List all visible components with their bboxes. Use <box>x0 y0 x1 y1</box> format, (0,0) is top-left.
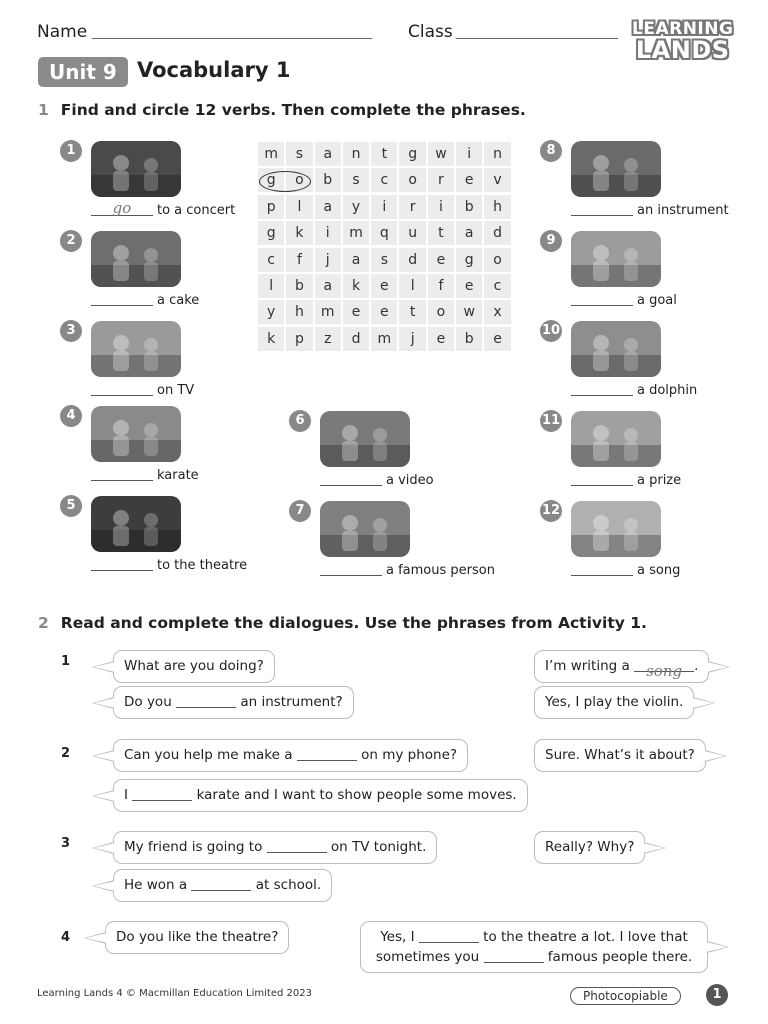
activity-photo <box>571 321 661 377</box>
grid-letter[interactable]: c <box>371 168 397 192</box>
phrase-item: to the theatre <box>91 557 247 573</box>
grid-letter[interactable]: f <box>286 248 312 272</box>
answer-blank[interactable] <box>91 557 153 571</box>
activity-photo <box>571 501 661 557</box>
speech-bubble: What are you doing? <box>113 650 275 683</box>
answer-blank[interactable] <box>571 472 633 486</box>
name-field[interactable] <box>92 38 372 39</box>
grid-letter[interactable]: i <box>315 221 341 245</box>
grid-letter[interactable]: q <box>371 221 397 245</box>
grid-letter[interactable]: s <box>343 168 369 192</box>
answer-blank[interactable] <box>484 950 544 963</box>
grid-letter[interactable]: j <box>315 248 341 272</box>
grid-letter[interactable]: e <box>456 168 482 192</box>
activity-photo <box>91 321 181 377</box>
copyright-text: Learning Lands 4 © Macmillan Education Limited 2023 <box>37 988 312 999</box>
answer-blank[interactable] <box>191 878 251 891</box>
grid-letter[interactable]: e <box>428 327 454 351</box>
answer-blank[interactable] <box>571 382 633 396</box>
item-number-badge: 9 <box>540 230 562 252</box>
speech-bubble: Do you an instrument? <box>113 686 354 719</box>
phrase-item: a video <box>320 472 434 488</box>
grid-letter[interactable]: l <box>258 274 284 298</box>
grid-letter[interactable]: t <box>371 142 397 166</box>
item-number-badge: 10 <box>540 320 562 342</box>
phrase-item: a song <box>571 562 680 578</box>
answer-blank[interactable] <box>91 467 153 481</box>
grid-letter[interactable]: m <box>315 300 341 324</box>
grid-letter[interactable]: g <box>258 221 284 245</box>
speech-bubble: He won a at school. <box>113 869 332 902</box>
answer-blank[interactable] <box>91 292 153 306</box>
phrase-item: karate <box>91 467 199 483</box>
item-number-badge: 1 <box>60 140 82 162</box>
answer-blank[interactable] <box>91 382 153 396</box>
grid-letter[interactable]: a <box>343 248 369 272</box>
phrase-item: a cake <box>91 292 199 308</box>
item-number-badge: 6 <box>289 410 311 432</box>
activity1-instruction: 1 Find and circle 12 verbs. Then complete the phrases. <box>38 101 526 119</box>
answer-blank[interactable] <box>419 930 479 943</box>
phrase-item: a prize <box>571 472 681 488</box>
grid-letter[interactable]: n <box>343 142 369 166</box>
unit-pill: Unit 9 <box>38 57 128 87</box>
grid-letter[interactable]: r <box>428 168 454 192</box>
speech-bubble: I’m writing a song . <box>534 650 709 683</box>
grid-letter[interactable]: r <box>399 195 425 219</box>
grid-letter[interactable]: p <box>258 195 284 219</box>
class-label: Class <box>408 22 453 42</box>
grid-letter[interactable]: o <box>399 168 425 192</box>
dialogue-number: 4 <box>61 930 71 945</box>
grid-letter[interactable]: m <box>371 327 397 351</box>
grid-letter[interactable]: o <box>428 300 454 324</box>
grid-letter[interactable]: m <box>343 221 369 245</box>
grid-letter[interactable]: w <box>428 142 454 166</box>
grid-letter[interactable]: i <box>428 195 454 219</box>
grid-letter[interactable]: e <box>343 300 369 324</box>
answer-blank[interactable] <box>267 840 327 853</box>
grid-letter[interactable]: x <box>484 300 510 324</box>
grid-letter[interactable]: y <box>258 300 284 324</box>
item-number-badge: 3 <box>60 320 82 342</box>
grid-letter[interactable]: l <box>286 195 312 219</box>
class-field[interactable] <box>456 38 618 39</box>
activity-photo <box>571 231 661 287</box>
speech-bubble: Sure. What’s it about? <box>534 739 706 772</box>
grid-letter[interactable]: g <box>258 168 284 192</box>
dialogue-number: 1 <box>61 654 71 669</box>
dialogue-number: 2 <box>61 746 71 761</box>
grid-letter[interactable]: h <box>286 300 312 324</box>
phrase-item: a dolphin <box>571 382 697 398</box>
grid-letter[interactable]: m <box>258 142 284 166</box>
speech-bubble: Really? Why? <box>534 831 645 864</box>
grid-letter[interactable]: j <box>399 327 425 351</box>
answer-blank[interactable]: go <box>91 202 153 216</box>
grid-letter[interactable]: u <box>399 221 425 245</box>
grid-letter[interactable]: a <box>315 142 341 166</box>
grid-letter[interactable]: e <box>456 274 482 298</box>
grid-letter[interactable]: p <box>286 327 312 351</box>
grid-letter[interactable]: h <box>484 195 510 219</box>
answer-blank[interactable] <box>176 695 236 708</box>
grid-letter[interactable]: a <box>456 221 482 245</box>
grid-letter[interactable]: z <box>315 327 341 351</box>
grid-letter[interactable]: n <box>484 142 510 166</box>
grid-letter[interactable]: i <box>456 142 482 166</box>
activity-photo <box>320 501 410 557</box>
answer-blank[interactable] <box>132 788 192 801</box>
grid-letter[interactable]: g <box>399 142 425 166</box>
grid-letter[interactable]: c <box>258 248 284 272</box>
learning-lands-logo: LEARNING LANDS <box>632 19 734 64</box>
activity-photo <box>91 231 181 287</box>
speech-bubble: Do you like the theatre? <box>105 921 289 954</box>
grid-letter[interactable]: y <box>343 195 369 219</box>
speech-bubble: I karate and I want to show people some moves. <box>113 779 528 812</box>
answer-blank[interactable] <box>320 562 382 576</box>
answer-blank[interactable] <box>571 562 633 576</box>
grid-letter[interactable]: c <box>484 274 510 298</box>
activity-photo <box>91 141 181 197</box>
grid-letter[interactable]: e <box>371 274 397 298</box>
answer-blank[interactable] <box>297 748 357 761</box>
circled-word-go <box>259 171 311 192</box>
answer-blank[interactable] <box>571 202 633 216</box>
grid-letter[interactable]: e <box>484 327 510 351</box>
photocopiable-badge: Photocopiable <box>570 987 681 1005</box>
item-number-badge: 12 <box>540 500 562 522</box>
grid-letter[interactable]: o <box>484 248 510 272</box>
item-number-badge: 4 <box>60 405 82 427</box>
activity2-instruction: 2 Read and complete the dialogues. Use the phrases from Activity 1. <box>38 614 647 632</box>
dialogue-number: 3 <box>61 836 71 851</box>
grid-letter[interactable]: f <box>428 274 454 298</box>
grid-letter[interactable]: e <box>371 300 397 324</box>
grid-letter[interactable]: k <box>343 274 369 298</box>
grid-letter[interactable]: k <box>258 327 284 351</box>
phrase-item: a goal <box>571 292 677 308</box>
phrase-item: on TV <box>91 382 194 398</box>
answer-blank[interactable] <box>571 292 633 306</box>
grid-letter[interactable]: d <box>343 327 369 351</box>
activity-photo <box>571 141 661 197</box>
phrase-item: a famous person <box>320 562 495 578</box>
activity-photo <box>91 406 181 462</box>
grid-letter[interactable]: b <box>315 168 341 192</box>
activity-photo <box>91 496 181 552</box>
answer-blank[interactable]: song <box>634 659 694 672</box>
item-number-badge: 5 <box>60 495 82 517</box>
grid-letter[interactable]: e <box>428 248 454 272</box>
item-number-badge: 2 <box>60 230 82 252</box>
grid-letter[interactable]: b <box>456 327 482 351</box>
speech-bubble: Can you help me make a on my phone? <box>113 739 468 772</box>
grid-letter[interactable]: i <box>371 195 397 219</box>
grid-letter[interactable]: w <box>456 300 482 324</box>
phrase-item: an instrument <box>571 202 729 218</box>
grid-letter[interactable]: b <box>286 274 312 298</box>
item-number-badge: 7 <box>289 500 311 522</box>
phrase-item: go to a concert <box>91 202 235 218</box>
item-number-badge: 8 <box>540 140 562 162</box>
grid-letter[interactable]: v <box>484 168 510 192</box>
grid-letter[interactable]: b <box>456 195 482 219</box>
grid-letter[interactable]: l <box>399 274 425 298</box>
grid-letter[interactable]: d <box>484 221 510 245</box>
grid-letter[interactable]: t <box>428 221 454 245</box>
grid-letter[interactable]: d <box>399 248 425 272</box>
grid-letter[interactable]: t <box>399 300 425 324</box>
activity-photo <box>571 411 661 467</box>
page-title: Vocabulary 1 <box>137 58 291 82</box>
speech-bubble: My friend is going to on TV tonight. <box>113 831 437 864</box>
grid-letter[interactable]: k <box>286 221 312 245</box>
answer-blank[interactable] <box>320 472 382 486</box>
grid-letter[interactable]: a <box>315 195 341 219</box>
speech-bubble: Yes, I play the violin. <box>534 686 694 719</box>
grid-letter[interactable]: s <box>286 142 312 166</box>
speech-bubble: Yes, I to the theatre a lot. I love that sometimes you famous people there. <box>360 921 708 973</box>
page-number: 1 <box>706 984 728 1006</box>
grid-letter[interactable]: a <box>315 274 341 298</box>
grid-letter[interactable]: s <box>371 248 397 272</box>
name-label: Name <box>37 22 88 42</box>
activity-photo <box>320 411 410 467</box>
grid-letter[interactable]: g <box>456 248 482 272</box>
grid-letter[interactable]: o <box>286 168 312 192</box>
item-number-badge: 11 <box>540 410 562 432</box>
